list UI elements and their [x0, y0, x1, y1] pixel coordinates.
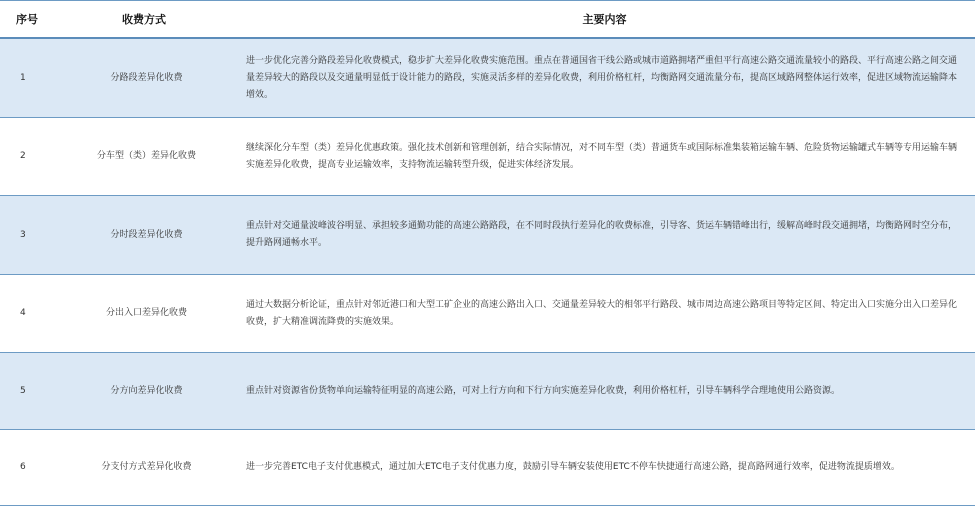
table-row — [0, 38, 975, 118]
row-index: 2 — [0, 118, 54, 196]
table-row — [0, 118, 975, 196]
table-row — [0, 196, 975, 275]
row-content: 进一步优化完善分路段差异化收费模式，稳步扩大差异化收费实施范围。重点在普通国省干线公路或城市道路拥堵严重但平行高速公路交通流量较小的路段、平行高速公路之间交通量差异较大的路段以及交通量明显低于设计能力的路段，实施灵活多样的差异化收费，利用价格杠杆，均衡路网交通流量分布，提高区域路网整体运行效率，促进区域物流运输降本增效。 — [234, 38, 975, 118]
row-index: 5 — [0, 353, 54, 430]
row-content: 重点针对交通量波峰波谷明显、承担较多通勤功能的高速公路路段，在不同时段执行差异化的收费标准，引导客、货运车辆错峰出行，缓解高峰时段交通拥堵，均衡路网时空分布，提升路网通畅水平。 — [234, 196, 975, 275]
row-index: 6 — [0, 430, 54, 506]
row-content: 重点针对资源省份货物单向运输特征明显的高速公路，可对上行方向和下行方向实施差异化收费，利用价格杠杆，引导车辆科学合理地使用公路资源。 — [234, 353, 975, 430]
row-index: 1 — [0, 38, 54, 118]
row-index: 3 — [0, 196, 54, 275]
row-method: 分支付方式差异化收费 — [54, 430, 234, 506]
table-row — [0, 275, 975, 353]
row-content: 进一步完善ETC电子支付优惠模式，通过加大ETC电子支付优惠力度，鼓励引导车辆安装使用ETC不停车快捷通行高速公路，提高路网通行效率，促进物流提质增效。 — [234, 430, 975, 506]
table-header-row — [0, 1, 975, 39]
row-method: 分出入口差异化收费 — [54, 275, 234, 353]
table-row — [0, 353, 975, 430]
row-method: 分路段差异化收费 — [54, 38, 234, 118]
table-row — [0, 430, 975, 506]
row-index: 4 — [0, 275, 54, 353]
header-method: 收费方式 — [54, 1, 234, 39]
row-content: 继续深化分车型（类）差异化优惠政策。强化技术创新和管理创新，结合实际情况，对不同车型（类）普通货车或国际标准集装箱运输车辆、危险货物运输罐式车辆等专用运输车辆实施差异化收费，提高专业运输效率，支持物流运输转型升级，促进实体经济发展。 — [234, 118, 975, 196]
row-method: 分时段差异化收费 — [54, 196, 234, 275]
header-index: 序号 — [0, 1, 54, 39]
row-method: 分车型（类）差异化收费 — [54, 118, 234, 196]
header-content: 主要内容 — [234, 1, 975, 39]
row-content: 通过大数据分析论证，重点针对邻近港口和大型工矿企业的高速公路出入口、交通量差异较大的相邻平行路段、城市周边高速公路项目等特定区间、特定出入口实施分出入口差异化收费，扩大精准调流降费的实施效果。 — [234, 275, 975, 353]
row-method: 分方向差异化收费 — [54, 353, 234, 430]
